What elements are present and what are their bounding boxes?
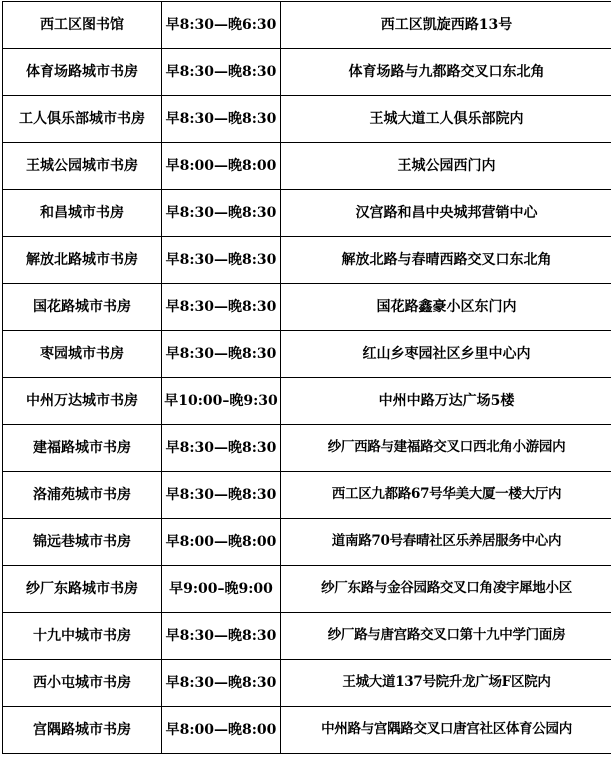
table-row (3, 143, 611, 190)
library-schedule-table (2, 1, 611, 754)
opening-hours-cell: 早8:30—晚8:30 (162, 613, 281, 660)
address-cell: 体育场路与九都路交叉口东北角 (281, 49, 611, 96)
table-row (3, 2, 611, 49)
opening-hours-cell: 早8:30—晚6:30 (162, 2, 281, 49)
address-cell: 中州路与宫隅路交叉口唐宫社区体育公园内 (281, 707, 611, 754)
address-cell: 红山乡枣园社区乡里中心内 (281, 331, 611, 378)
address-cell: 王城大道工人俱乐部院内 (281, 96, 611, 143)
opening-hours-cell: 早8:30—晚8:30 (162, 49, 281, 96)
opening-hours-cell: 早8:30—晚8:30 (162, 190, 281, 237)
table-row (3, 566, 611, 613)
library-name-cell: 西小屯城市书房 (3, 660, 162, 707)
address-cell: 纱厂西路与建福路交叉口西北角小游园内 (281, 425, 611, 472)
opening-hours-cell: 早8:00—晚8:00 (162, 519, 281, 566)
table-row (3, 519, 611, 566)
library-name-cell: 王城公园城市书房 (3, 143, 162, 190)
library-name-cell: 中州万达城市书房 (3, 378, 162, 425)
table-row (3, 284, 611, 331)
table-row (3, 707, 611, 754)
schedule-table-body (3, 2, 611, 754)
library-name-cell: 十九中城市书房 (3, 613, 162, 660)
table-row (3, 49, 611, 96)
address-cell: 西工区凯旋西路13号 (281, 2, 611, 49)
table-row (3, 96, 611, 143)
library-name-cell: 工人俱乐部城市书房 (3, 96, 162, 143)
library-name-cell: 建福路城市书房 (3, 425, 162, 472)
library-name-cell: 锦远巷城市书房 (3, 519, 162, 566)
address-cell: 纱厂东路与金谷园路交叉口角凌宇犀地小区 (281, 566, 611, 613)
address-cell: 王城大道137号院升龙广场F区院内 (281, 660, 611, 707)
address-cell: 中州中路万达广场5楼 (281, 378, 611, 425)
library-name-cell: 解放北路城市书房 (3, 237, 162, 284)
opening-hours-cell: 早8:30—晚8:30 (162, 96, 281, 143)
address-cell: 王城公园西门内 (281, 143, 611, 190)
address-cell: 纱厂路与唐宫路交叉口第十九中学门面房 (281, 613, 611, 660)
table-row (3, 378, 611, 425)
opening-hours-cell: 早8:00—晚8:00 (162, 707, 281, 754)
opening-hours-cell: 早8:30—晚8:30 (162, 425, 281, 472)
address-cell: 解放北路与春晴西路交叉口东北角 (281, 237, 611, 284)
opening-hours-cell: 早8:00—晚8:00 (162, 143, 281, 190)
library-name-cell: 纱厂东路城市书房 (3, 566, 162, 613)
address-cell: 汉宫路和昌中央城邦营销中心 (281, 190, 611, 237)
opening-hours-cell: 早8:30—晚8:30 (162, 660, 281, 707)
library-name-cell: 枣园城市书房 (3, 331, 162, 378)
table-row (3, 425, 611, 472)
library-name-cell: 西工区图书馆 (3, 2, 162, 49)
table-row (3, 331, 611, 378)
table-row (3, 190, 611, 237)
address-cell: 国花路鑫豪小区东门内 (281, 284, 611, 331)
opening-hours-cell: 早9:00–晚9:00 (162, 566, 281, 613)
library-name-cell: 国花路城市书房 (3, 284, 162, 331)
library-name-cell: 洛浦苑城市书房 (3, 472, 162, 519)
table-row (3, 613, 611, 660)
opening-hours-cell: 早8:30—晚8:30 (162, 331, 281, 378)
address-cell: 道南路70号春晴社区乐养居服务中心内 (281, 519, 611, 566)
table-row (3, 660, 611, 707)
address-cell: 西工区九都路67号华美大厦一楼大厅内 (281, 472, 611, 519)
library-name-cell: 和昌城市书房 (3, 190, 162, 237)
library-name-cell: 体育场路城市书房 (3, 49, 162, 96)
table-row (3, 237, 611, 284)
library-name-cell: 宫隅路城市书房 (3, 707, 162, 754)
table-row (3, 472, 611, 519)
opening-hours-cell: 早10:00–晚9:30 (162, 378, 281, 425)
opening-hours-cell: 早8:30—晚8:30 (162, 472, 281, 519)
opening-hours-cell: 早8:30—晚8:30 (162, 284, 281, 331)
opening-hours-cell: 早8:30—晚8:30 (162, 237, 281, 284)
